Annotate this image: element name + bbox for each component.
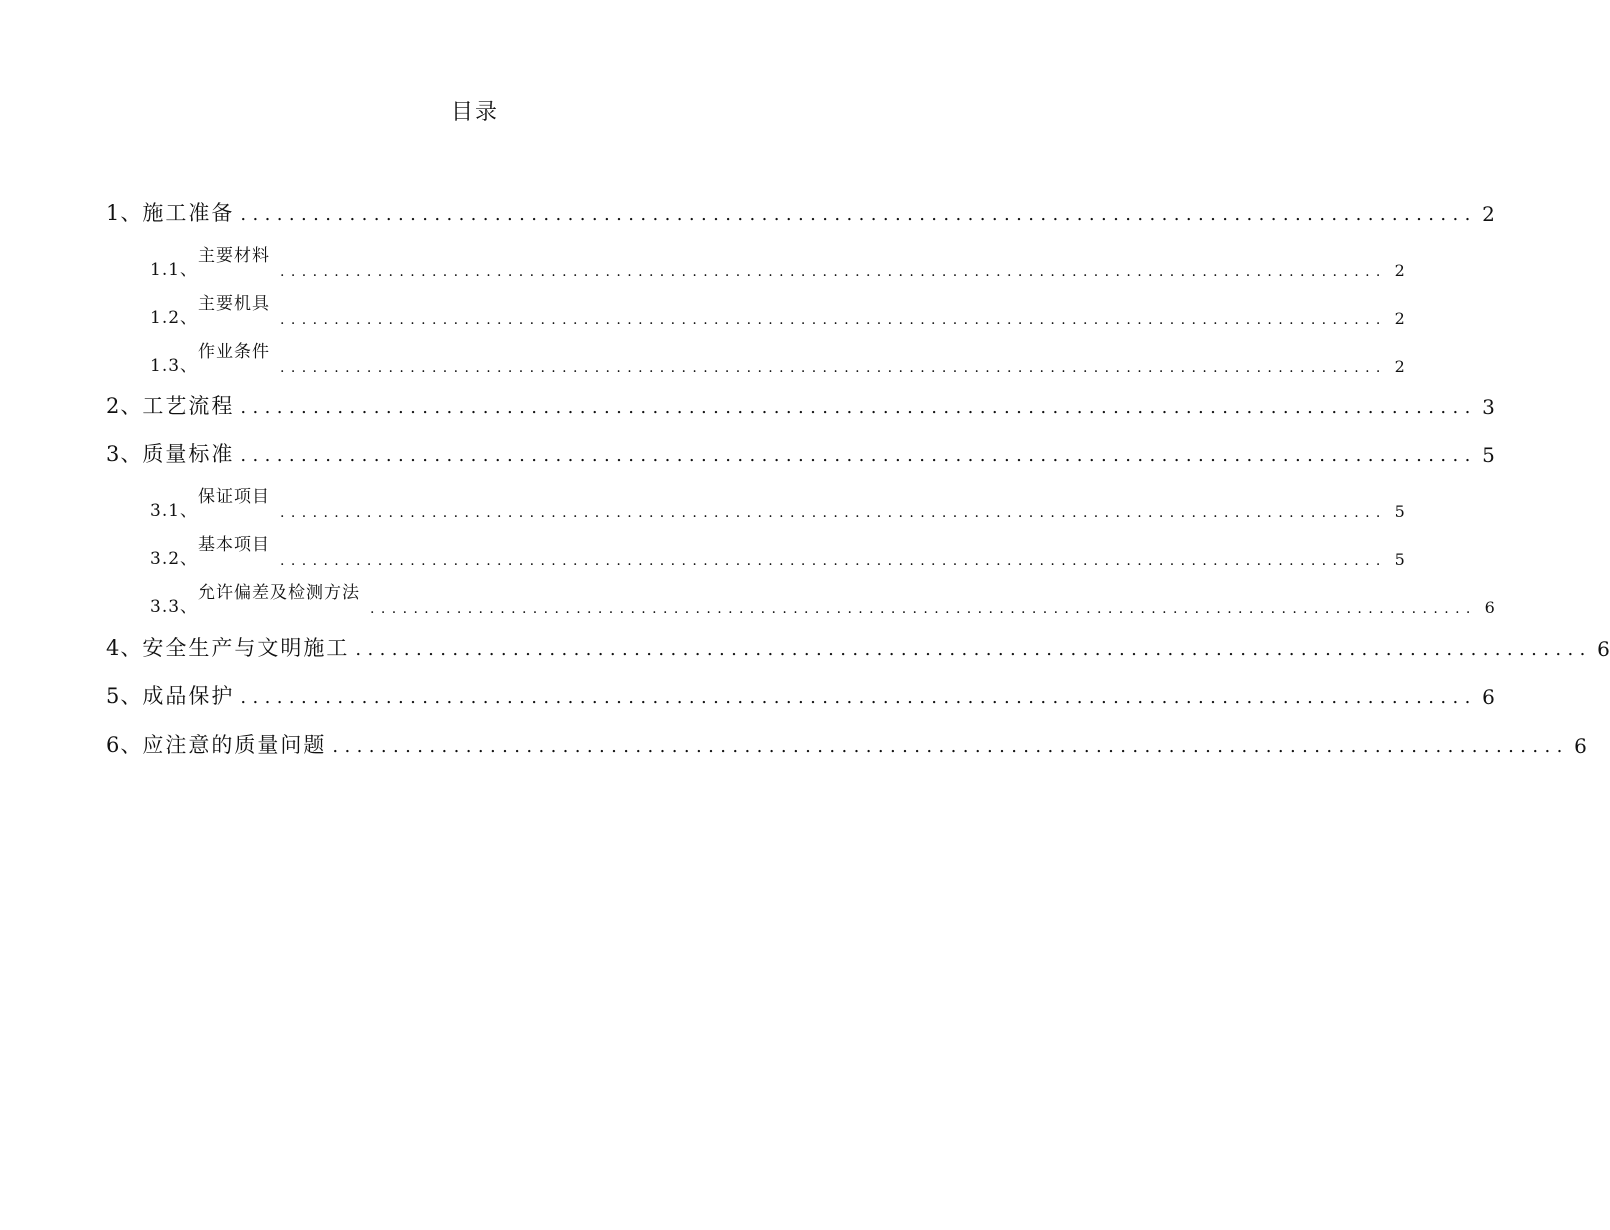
toc-number: 2、 — [106, 394, 143, 418]
toc-heading: 允许偏差及检测方法 — [198, 583, 361, 603]
toc-dot-leader: ...................................................................................................... — [280, 264, 1387, 280]
toc-page-number: 3 — [1482, 395, 1495, 419]
toc-dot-leader: ...................................................................................................... — [240, 445, 1477, 466]
toc-dot-leader: ...................................................................................................... — [240, 397, 1477, 418]
toc-dot-leader: ...................................................................................................... — [240, 204, 1477, 225]
toc-heading: 安全生产与文明施工 — [142, 636, 350, 660]
toc-heading: 保证项目 — [198, 487, 271, 507]
toc-subentry[interactable] — [150, 487, 1405, 521]
toc-dot-leader: ...................................................................................................... — [280, 505, 1387, 521]
toc-dot-leader: ...................................................................................................... — [280, 312, 1387, 328]
toc-entry[interactable] — [106, 729, 1587, 759]
toc-dot-leader: ...................................................................................................... — [332, 736, 1569, 757]
toc-number: 1.2、 — [150, 308, 199, 328]
toc-heading: 主要材料 — [198, 246, 271, 266]
toc-dot-leader: ...................................................................................................... — [370, 601, 1477, 617]
toc-dot-leader: ...................................................................................................... — [280, 553, 1387, 569]
toc-heading: 工艺流程 — [142, 394, 235, 418]
toc-heading: 主要机具 — [198, 294, 271, 314]
toc-heading: 成品保护 — [142, 684, 235, 708]
toc-page-number: 6 — [1597, 637, 1610, 661]
toc-entry[interactable] — [106, 632, 1610, 662]
toc-entry[interactable] — [106, 680, 1495, 710]
toc-number: 3.1、 — [150, 501, 199, 521]
toc-entry[interactable] — [106, 438, 1495, 468]
page-title: 目录 — [450, 100, 499, 125]
toc-number: 3.3、 — [150, 597, 199, 617]
toc-page-number: 2 — [1394, 357, 1405, 376]
toc-heading: 作业条件 — [198, 342, 271, 362]
toc-page-number: 5 — [1394, 550, 1405, 569]
toc-subentry[interactable] — [150, 294, 1405, 328]
toc-number: 3.2、 — [150, 549, 199, 569]
toc-number: 5、 — [106, 684, 143, 708]
toc-page-number: 2 — [1482, 202, 1495, 226]
toc-number: 1.3、 — [150, 356, 199, 376]
toc-page-number: 6 — [1482, 685, 1495, 709]
toc-number: 4、 — [106, 636, 143, 660]
toc-page-number: 6 — [1484, 598, 1495, 617]
toc-page-number: 5 — [1482, 443, 1495, 467]
toc-heading: 质量标准 — [142, 442, 235, 466]
toc-number: 3、 — [106, 442, 143, 466]
toc-entry[interactable] — [106, 390, 1495, 420]
toc-page-number: 5 — [1394, 502, 1405, 521]
toc-number: 1.1、 — [150, 260, 199, 280]
toc-heading: 应注意的质量问题 — [142, 733, 327, 757]
toc-heading: 基本项目 — [198, 535, 271, 555]
toc-page-number: 2 — [1394, 261, 1405, 280]
toc-subentry[interactable] — [150, 535, 1405, 569]
toc-entry[interactable] — [106, 197, 1495, 227]
toc-subentry[interactable] — [150, 246, 1405, 280]
toc-subentry[interactable] — [150, 342, 1405, 376]
toc-number: 1、 — [106, 201, 143, 225]
toc-subentry[interactable] — [150, 583, 1495, 617]
toc-page-number: 6 — [1574, 734, 1587, 758]
toc-dot-leader: ...................................................................................................... — [355, 639, 1592, 660]
toc-number: 6、 — [106, 733, 143, 757]
toc-dot-leader: ...................................................................................................... — [240, 687, 1477, 708]
toc-page-number: 2 — [1394, 309, 1405, 328]
toc-heading: 施工准备 — [142, 201, 235, 225]
toc-dot-leader: ...................................................................................................... — [280, 360, 1387, 376]
